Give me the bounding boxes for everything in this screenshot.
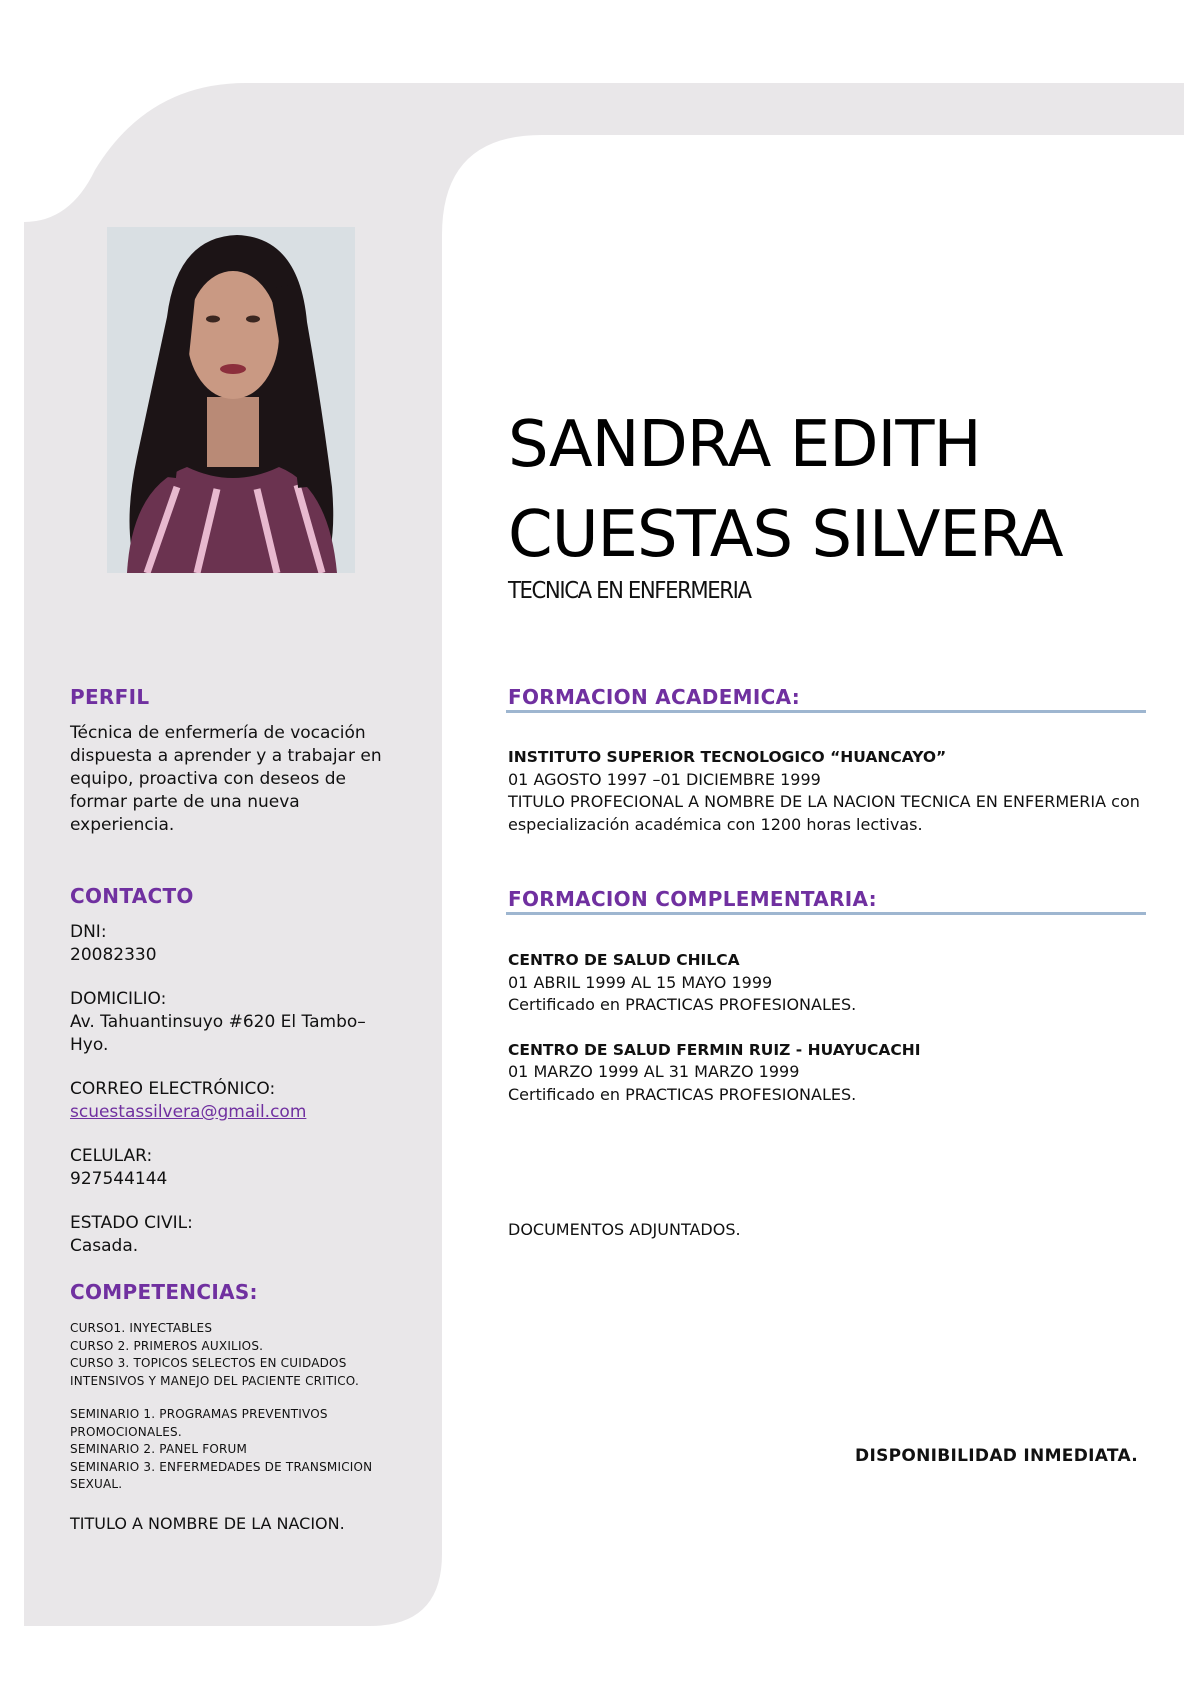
complementary-heading: FORMACION COMPLEMENTARIA: (508, 887, 877, 911)
address-block (70, 988, 405, 1057)
seminars-list (70, 1406, 405, 1494)
course-item: CURSO 2. PRIMEROS AUXILIOS. (70, 1338, 264, 1353)
seminar-item: SEMINARIO 1. PROGRAMAS PREVENTIVOS PROMOCIONALES. (70, 1407, 328, 1439)
email-label: CORREO ELECTRÓNICO: (70, 1079, 276, 1099)
skills-heading: COMPETENCIAS: (70, 1280, 258, 1304)
skills-section (70, 1280, 405, 1535)
education-section (508, 685, 1148, 709)
education-dates: 01 AGOSTO 1997 –01 DICIEMBRE 1999 (508, 769, 821, 789)
profile-heading: PERFIL (70, 685, 150, 709)
courses-list (70, 1320, 405, 1390)
complementary-item (508, 949, 1148, 1017)
education-divider (506, 710, 1146, 713)
civil-status-value: Casada. (70, 1236, 139, 1256)
education-heading: FORMACION ACADEMICA: (508, 685, 801, 709)
complementary-item (508, 1039, 1148, 1107)
complementary-cert: Certificado en PRACTICAS PROFESIONALES. (508, 1084, 857, 1104)
education-description: TITULO PROFECIONAL A NOMBRE DE LA NACION TECNICA EN ENFERMERIA con especialización académica con 1200 horas lectivas. (508, 792, 1140, 834)
complementary-place: CENTRO DE SALUD CHILCA (508, 951, 740, 969)
email-link[interactable]: scuestassilvera@gmail.com (70, 1102, 307, 1122)
complementary-list (508, 949, 1148, 1128)
seminar-item: SEMINARIO 2. PANEL FORUM (70, 1442, 248, 1456)
contact-section (70, 884, 405, 1279)
availability-note: DISPONIBILIDAD INMEDIATA. (855, 1446, 1138, 1466)
civil-status-label: ESTADO CIVIL: (70, 1213, 193, 1233)
course-item: CURSO1. INYECTABLES (70, 1321, 213, 1335)
full-name (508, 400, 1168, 580)
institution-name: INSTITUTO SUPERIOR TECNOLOGICO “HUANCAYO” (508, 748, 947, 766)
name-line-1: SANDRA EDITH (508, 408, 981, 482)
email-block (70, 1078, 405, 1124)
phone-value: 927544144 (70, 1169, 168, 1189)
complementary-dates: 01 ABRIL 1999 AL 15 MAYO 1999 (508, 972, 773, 992)
seminar-item: SEMINARIO 3. ENFERMEDADES DE TRANSMICION SEXUAL. (70, 1459, 373, 1491)
contact-heading: CONTACTO (70, 884, 194, 908)
course-item: CURSO 3. TOPICOS SELECTOS EN CUIDADOS INTENSIVOS Y MANEJO DEL PACIENTE CRITICO. (70, 1356, 359, 1388)
dni-value: 20082330 (70, 945, 157, 965)
profile-text: Técnica de enfermería de vocación dispuesta a aprender y a trabajar en equipo, proactiva con deseos de formar parte de una nueva experiencia. (70, 723, 382, 835)
dni-label: DNI: (70, 922, 107, 942)
profession-title: TECNICA EN ENFERMERIA (508, 578, 751, 604)
profile-photo (107, 227, 355, 573)
complementary-cert: Certificado en PRACTICAS PROFESIONALES. (508, 995, 857, 1014)
dni-block (70, 921, 405, 967)
complementary-place: CENTRO DE SALUD FERMIN RUIZ - HUAYUCACHI (508, 1040, 921, 1059)
complementary-divider (506, 912, 1146, 915)
address-label: DOMICILIO: (70, 989, 167, 1009)
complementary-section (508, 887, 1148, 911)
civil-status-block (70, 1212, 405, 1258)
address-value: Av. Tahuantinsuyo #620 El Tambo– Hyo. (70, 1012, 366, 1055)
complementary-dates: 01 MARZO 1999 AL 31 MARZO 1999 (508, 1062, 800, 1081)
name-line-2: CUESTAS SILVERA (508, 498, 1063, 572)
title-note: TITULO A NOMBRE DE LA NACION. (70, 1513, 345, 1533)
phone-label: CELULAR: (70, 1146, 153, 1166)
documents-note: DOCUMENTOS ADJUNTADOS. (508, 1220, 741, 1239)
phone-block (70, 1145, 405, 1191)
education-entry (508, 746, 1148, 836)
profile-section (70, 685, 405, 837)
